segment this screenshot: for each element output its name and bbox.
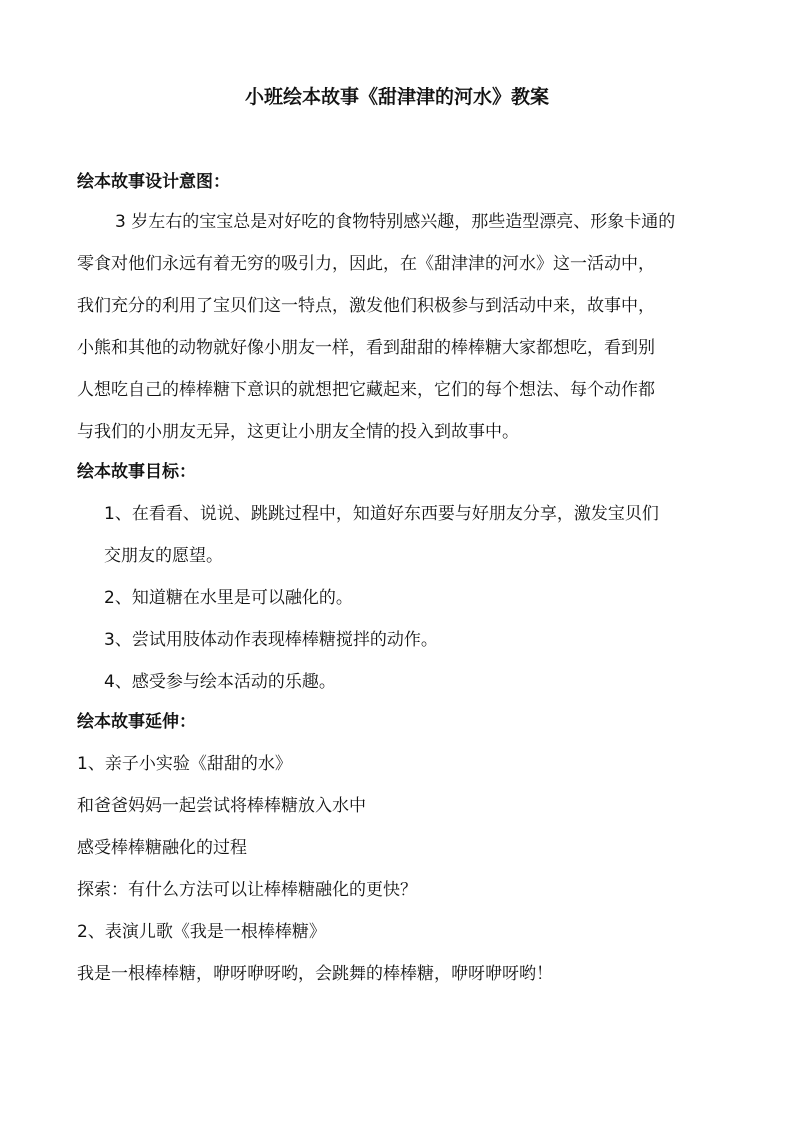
list-item-continuation: 交朋友的愿望。: [104, 546, 223, 566]
list-item: 2、表演儿歌《我是一根棒棒糖》: [77, 922, 326, 942]
list-item: 2、知道糖在水里是可以融化的。: [104, 588, 353, 608]
paragraph-line: 探索：有什么方法可以让棒棒糖融化的更快？: [77, 880, 417, 900]
paragraph-line: 零食对他们永远有着无穷的吸引力，因此，在《甜津津的河水》这一活动中，: [77, 254, 655, 274]
paragraph-line: 小熊和其他的动物就好像小朋友一样，看到甜甜的棒棒糖大家都想吃，看到别: [77, 338, 655, 358]
paragraph-line: 我是一根棒棒糖，咿呀咿呀哟，会跳舞的棒棒糖，咿呀咿呀哟！: [77, 964, 553, 984]
list-item: 4、感受参与绘本活动的乐趣。: [104, 672, 336, 692]
section-heading-design-intent: 绘本故事设计意图：: [77, 172, 230, 192]
paragraph-line: 人想吃自己的棒棒糖下意识的就想把它藏起来，它们的每个想法、每个动作都: [77, 380, 655, 400]
paragraph-line: 与我们的小朋友无异，这更让小朋友全情的投入到故事中。: [77, 422, 519, 442]
list-item: 1、在看看、说说、跳跳过程中，知道好东西要与好朋友分享，激发宝贝们: [104, 504, 659, 524]
paragraph-line: 和爸爸妈妈一起尝试将棒棒糖放入水中: [77, 796, 366, 816]
section-heading-extension: 绘本故事延伸：: [77, 712, 196, 732]
section-heading-goals: 绘本故事目标：: [77, 462, 196, 482]
paragraph-line: 我们充分的利用了宝贝们这一特点，激发他们积极参与到活动中来，故事中，: [77, 296, 655, 316]
paragraph-line: 3 岁左右的宝宝总是对好吃的食物特别感兴趣，那些造型漂亮、形象卡通的: [115, 212, 676, 232]
page-title: 小班绘本故事《甜津津的河水》教案: [244, 86, 549, 108]
list-item: 1、亲子小实验《甜甜的水》: [77, 754, 292, 774]
list-item: 3、尝试用肢体动作表现棒棒糖搅拌的动作。: [104, 630, 438, 650]
paragraph-line: 感受棒棒糖融化的过程: [77, 838, 247, 858]
